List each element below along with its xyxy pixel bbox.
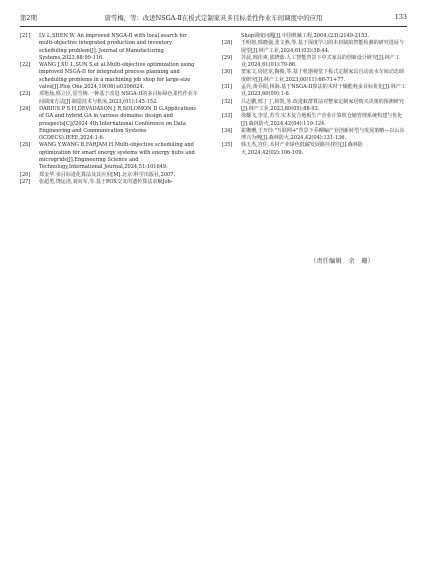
reference-number: [23] <box>20 91 31 98</box>
reference-item <box>20 91 200 106</box>
reference-item <box>222 142 408 157</box>
reference-number: [29] <box>222 54 233 61</box>
reference-text: WANG Y,WANG B,FARJAM H.Multi-objective scheduling and optimization for smart energy systems with energy hubs and microgrids[J].Engineering Science and Technology,International Journal,2024,51:101649. <box>39 142 195 171</box>
page-header <box>20 10 407 24</box>
reference-number: [22] <box>20 62 31 69</box>
reference-number: [30] <box>222 69 233 76</box>
reference-item <box>222 55 408 70</box>
reference-item <box>222 99 408 114</box>
left-column <box>20 33 200 186</box>
header-rule <box>20 26 407 27</box>
right-column <box>222 33 408 157</box>
reference-item <box>20 62 200 91</box>
reference-item <box>20 106 200 142</box>
reference-text: DABIUS P S H,DEVADASON J R,SOLOMON D G.Applications of GA and hybrid GA in various domains: design and prospects[C]//2024 4th International Conference on Data Engineering and Communication Systems (ICDECS).IEEE,2024:1-6. <box>39 105 196 142</box>
reference-item <box>20 33 200 62</box>
reference-continuation: Shop调度问题[J].中国机械工程,2004,(23):2149-2153. <box>241 33 370 39</box>
reference-number: [25] <box>20 142 31 149</box>
reference-text: 徐耀飞,李星,苏雪.实木复合地板生产企业计算机仓储管理系统构建与优化[J].森林防火,2024,42(04):119-124. <box>241 113 403 127</box>
reference-text: 张超勇,饶运清,刘向军,等.基于POX交叉的遗传算法求解Job- <box>39 178 173 185</box>
reference-item <box>222 40 408 55</box>
reference-text: 韩玉杰,宫任.木材产业绿色低碳发展路径找径[J].森林防火,2024,42(02):106-109. <box>241 142 363 156</box>
reference-item <box>20 172 200 179</box>
reference-number: [28] <box>222 40 233 47</box>
reference-text: 窦家文,周培龙,陶俊,等.基于机器视觉下板式定制家具自动流水车间动态调度研究[J].林产工业,2023,60(11):66-71+77. <box>241 69 404 83</box>
issue-number: 第2期 <box>20 13 37 22</box>
reference-text: 王明将,邢晓强,张文燕,等.基于深度学习的木材缺陷智能检测的研究进展与展望[J].林产工业,2024,61(03):38-44. <box>241 40 404 54</box>
responsible-editor: （责任编辑 余 珊） <box>310 258 374 265</box>
reference-item <box>222 84 408 99</box>
reference-item <box>20 179 200 186</box>
reference-text: 孟亮,黄乔阳,林海.基于NSGA-II算法的木材干燥能耗多目标优化[J].林产工业,2023,60(09):1-6. <box>241 84 406 98</box>
reference-text: 邓艳灿,邢立臣,雷雪梅.一种基于改进 NSGA-II的多目标绿色柔性作业车间调度方法[J].制造技术与机床,2023,(01):145-152. <box>39 91 198 105</box>
reference-item <box>222 69 408 84</box>
running-title: 唐雪梅，等：改进NSGA-Ⅱ在板式定制家具多目标柔性作业车间调度中的应用 <box>104 13 323 22</box>
reference-text: WANG J,XU L,SUN S,et al.Multi-objective optimization using improved NSGA-II for integrated process planning and scheduling problems in a machining job shop for large-size valve[J].Plos One,2024,19(06):e0306024. <box>39 62 195 91</box>
page-number: 133 <box>394 13 407 21</box>
reference-text: 苏晨,邢佳爽,邵晓茹.人工智能背景下中式家具的创新设计研究[J].林产工业,2024,61(01):79-86. <box>241 54 400 69</box>
reference-text: LV L,SHEN W. An improved NSGA-II with local search for multi-objective integrated production and inventory scheduling problem[J]. Journal of Manufacturing Systems,2023,68:99-116. <box>39 33 187 61</box>
reference-number: [24] <box>20 105 31 112</box>
reference-number: [33] <box>222 113 233 120</box>
reference-item <box>222 113 408 128</box>
reference-item <box>20 142 200 171</box>
reference-number: [26] <box>20 171 31 178</box>
reference-text: 郑金华.多目标进化算法及其应用[M].北京:科学出版社,2007. <box>39 171 176 178</box>
reference-text: 吕志鹏,邢丁丁,韩凯,等.改进蚁群算法对整家定制家居购买决策的预测研究[J].林产工业,2023,60(05):88-92. <box>241 98 404 112</box>
reference-number: [27] <box>20 178 31 185</box>
reference-number: [32] <box>222 98 233 105</box>
reference-number: [35] <box>222 142 233 149</box>
reference-number: [31] <box>222 84 233 91</box>
reference-number: [21] <box>20 33 31 39</box>
reference-number: [34] <box>222 127 233 134</box>
reference-text: 霍珊珊,王开玲."互联网+"背景下乔柳编产业创新转型与发展策略—以山东博兴为例[J].森林防火,2024,42(04):131-136. <box>241 127 405 142</box>
reference-item <box>222 128 408 143</box>
